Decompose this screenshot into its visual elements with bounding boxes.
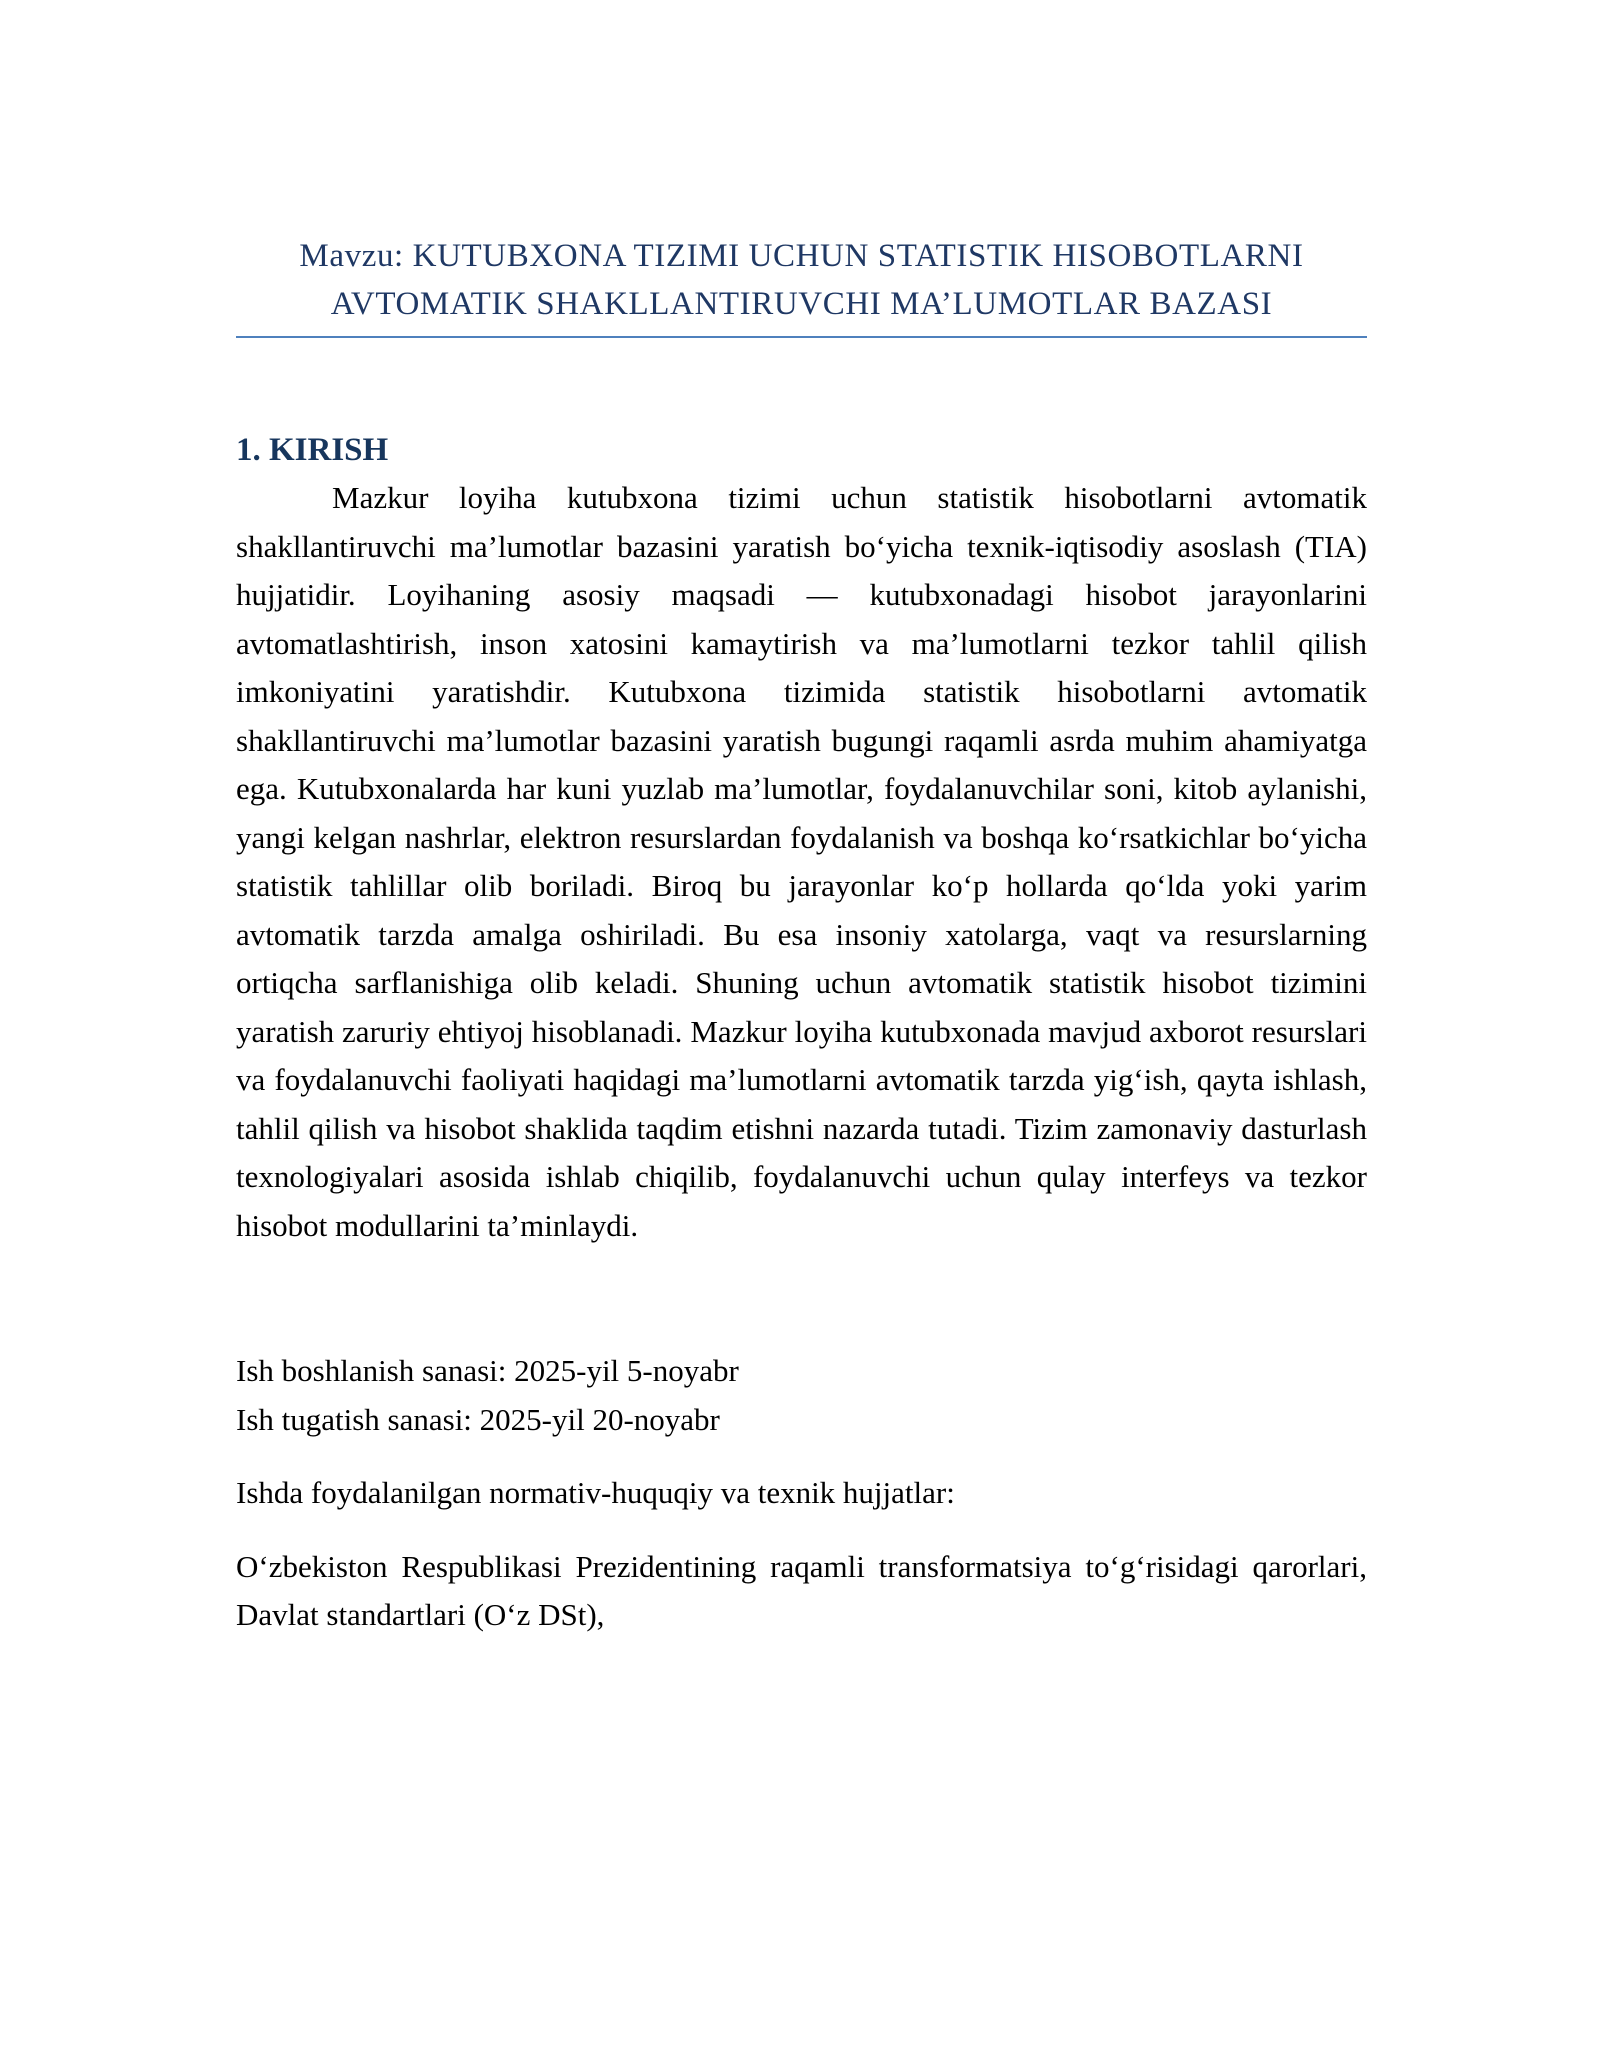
section-heading-kirish: 1. KIRISH [236, 432, 389, 468]
intro-paragraph: Mazkur loyiha kutubxona tizimi uchun statistik hisobotlarni avtomatik shakllantiruvchi ma’lumotlar bazasini yaratish bo‘yicha texnik-iqtisodiy asoslash (TIA) hujjatidir. Loyihaning asosiy maqsadi — kutubxonadagi hisobot jarayonlarini avtomatlashtirish, inson xatosini kamaytirish va ma’lumotlarni tezkor tahlil qilish imkoniyatini yaratishdir. Kutubxona tizimida statistik hisobotlarni avtomatik shakllantiruvchi ma’lumotlar bazasini yaratish bugungi raqamli asrda muhim ahamiyatga ega. Kutubxonalarda har kuni yuzlab ma’lumotlar, foydalanuvchilar soni, kitob aylanishi, yangi kelgan nashrlar, elektron resurslardan foydalanish va boshqa ko‘rsatkichlar bo‘yicha statistik tahlillar olib boriladi. Biroq bu jarayonlar ko‘p hollarda qo‘lda yoki yarim avtomatik tarzda amalga oshiriladi. Bu esa insoniy xatolarga, vaqt va resurslarning ortiqcha sarflanishiga olib keladi. Shuning uchun avtomatik statistik hisobot tizimini yaratish zaruriy ehtiyoj hisoblanadi. Mazkur loyiha kutubxonada mavjud axborot resurslari va foydalanuvchi faoliyati haqidagi ma’lumotlarni avtomatik tarzda yig‘ish, qayta ishlash, tahlil qilish va hisobot shaklida taqdim etishni nazarda tutadi. Tizim zamonaviy dasturlash texnologiyalari asosida ishlab chiqilib, foydalanuvchi uchun qulay interfeys va tezkor hisobot modullarini ta’minlaydi. [236, 480, 1367, 1243]
end-date: Ish tugatish sanasi: 2025-yil 20-noyabr [236, 1401, 720, 1437]
title-line-1: Mavzu: KUTUBXONA TIZIMI UCHUN STATISTIK HISOBOTLARNI [299, 238, 1304, 274]
dates-block [236, 1347, 1367, 1444]
title-line-2: AVTOMATIK SHAKLLANTIRUVCHI MA’LUMOTLAR BAZASI [330, 286, 1273, 322]
start-date: Ish boshlanish sanasi: 2025-yil 5-noyabr [236, 1353, 739, 1388]
document-page [236, 232, 1367, 1671]
documents-text: O‘zbekiston Respublikasi Prezidentining raqamli transformatsiya to‘g‘risidagi qarorlari, Davlat standartlari (O‘z DSt), [236, 1548, 1367, 1632]
documents-label: Ishda foydalanilgan normativ-huquqiy va texnik hujjatlar: [236, 1475, 955, 1510]
document-title [236, 232, 1367, 338]
